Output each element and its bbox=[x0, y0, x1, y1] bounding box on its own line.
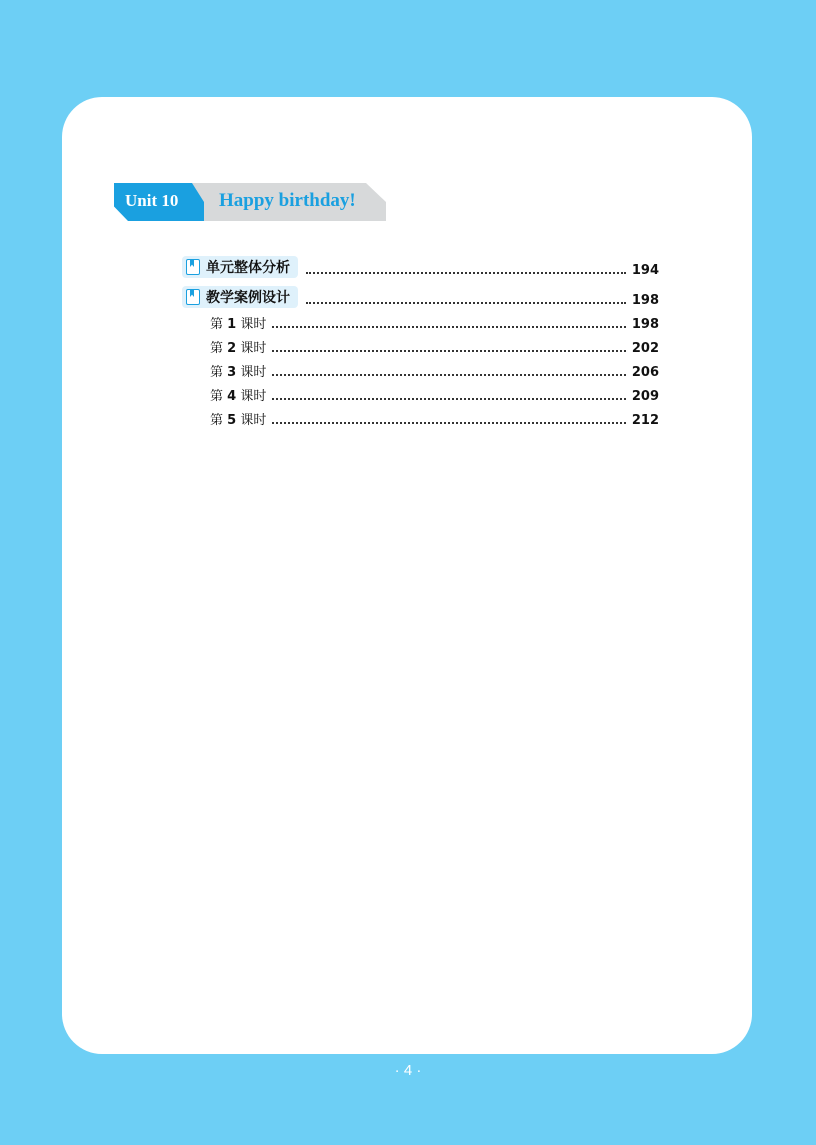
toc-lesson-5[interactable] bbox=[210, 409, 659, 428]
lesson-suffix: 课时 bbox=[240, 341, 267, 356]
section-label bbox=[182, 286, 298, 308]
dot-leader bbox=[272, 421, 626, 424]
lesson-suffix: 课时 bbox=[240, 317, 267, 332]
dot-leader bbox=[272, 325, 626, 328]
lesson-number: 1 bbox=[227, 317, 237, 332]
page-number: 202 bbox=[631, 341, 659, 356]
page-number: 198 bbox=[631, 293, 659, 308]
lesson-label bbox=[210, 337, 266, 356]
lesson-label bbox=[210, 385, 266, 404]
unit-banner bbox=[114, 183, 386, 221]
lesson-prefix: 第 bbox=[210, 413, 224, 428]
toc-lesson-3[interactable] bbox=[210, 361, 659, 380]
page-number: 206 bbox=[631, 365, 659, 380]
bookmark-icon bbox=[186, 289, 200, 305]
dot-leader bbox=[272, 349, 626, 352]
page-number: 198 bbox=[631, 317, 659, 332]
section-title: 单元整体分析 bbox=[206, 260, 290, 276]
section-label bbox=[182, 256, 298, 278]
lesson-suffix: 课时 bbox=[240, 389, 267, 404]
page-number: 212 bbox=[631, 413, 659, 428]
page-number: 209 bbox=[631, 389, 659, 404]
lesson-number: 2 bbox=[227, 341, 237, 356]
lesson-prefix: 第 bbox=[210, 389, 224, 404]
dot-leader bbox=[306, 271, 626, 274]
toc-section-teaching-design[interactable] bbox=[182, 286, 659, 308]
lesson-number: 4 bbox=[227, 389, 237, 404]
unit-label: Unit 10 bbox=[125, 191, 179, 210]
dot-leader bbox=[272, 373, 626, 376]
lesson-prefix: 第 bbox=[210, 365, 224, 380]
lesson-number: 3 bbox=[227, 365, 237, 380]
lesson-prefix: 第 bbox=[210, 317, 224, 332]
lesson-label bbox=[210, 361, 266, 380]
unit-title: Happy birthday! bbox=[219, 190, 356, 211]
toc-lesson-4[interactable] bbox=[210, 385, 659, 404]
dot-leader bbox=[272, 397, 626, 400]
toc-lesson-2[interactable] bbox=[210, 337, 659, 356]
lesson-suffix: 课时 bbox=[240, 365, 267, 380]
dot-leader bbox=[306, 301, 626, 304]
lesson-number: 5 bbox=[227, 413, 237, 428]
toc-lesson-1[interactable] bbox=[210, 313, 659, 332]
bookmark-icon bbox=[186, 259, 200, 275]
toc-section-unit-analysis[interactable] bbox=[182, 256, 659, 278]
lesson-label bbox=[210, 409, 266, 428]
content-card bbox=[62, 97, 752, 1054]
lesson-prefix: 第 bbox=[210, 341, 224, 356]
page-number: 194 bbox=[631, 263, 659, 278]
lesson-suffix: 课时 bbox=[240, 413, 267, 428]
lesson-label bbox=[210, 313, 266, 332]
section-title: 教学案例设计 bbox=[206, 290, 290, 306]
footer-page-number: · 4 · bbox=[394, 1062, 422, 1079]
